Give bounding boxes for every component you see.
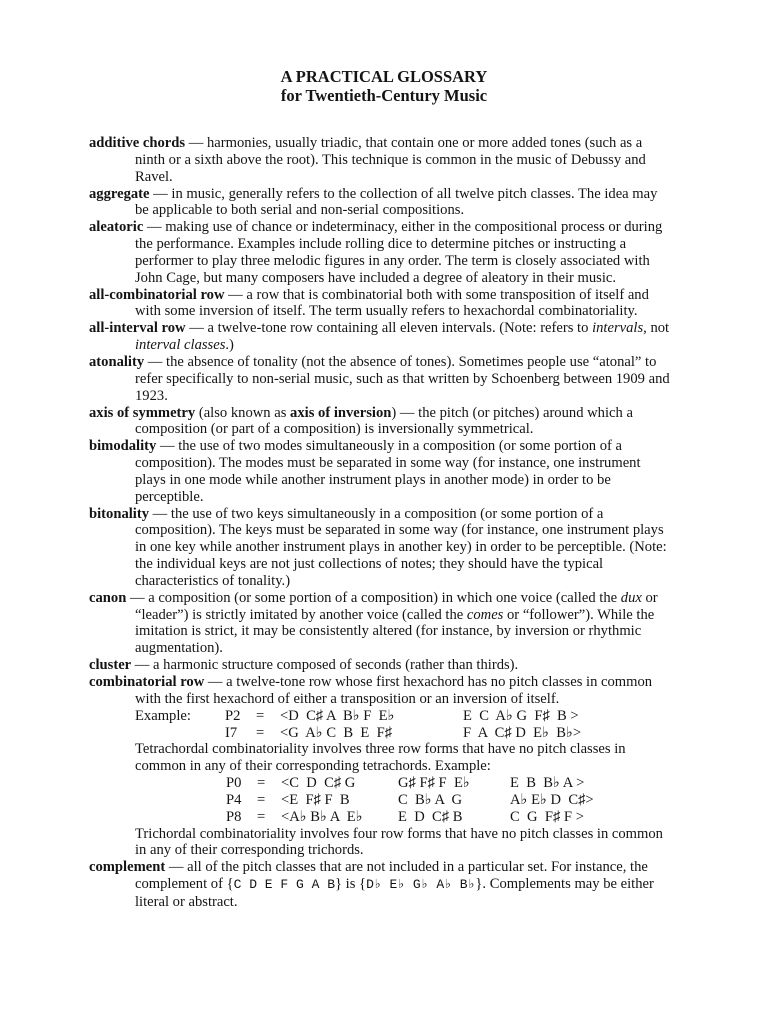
tetrachord: <A♭ B♭ A E♭ [281, 808, 363, 825]
equals-sign: = [257, 775, 266, 792]
glossary-entry [89, 674, 674, 859]
equals-sign: = [256, 707, 265, 724]
glossary-definition: — a twelve-tone row containing all eleven intervals. (Note: refers to [185, 320, 593, 337]
tetrachord: E D C♯ B [398, 808, 463, 825]
row-example-table [135, 708, 581, 742]
glossary-term: aggregate [89, 185, 150, 202]
row-label: P2 [225, 707, 241, 724]
hexachord: <D C♯ A B♭ F E♭ [280, 707, 395, 724]
glossary-definition: } is { [335, 876, 367, 893]
glossary-definition: or “follower”). While the imitation is strict, it may be consistently altered (for instance, by inversion or rhythmic augmentation). [135, 606, 655, 657]
glossary-entry [89, 135, 674, 186]
glossary-definition: — harmonies, usually triadic, that contain one or more added tones (such as a ninth or a sixth above the root). This technique is common in the music of Debussy and Ravel. [135, 135, 646, 185]
glossary-entries [89, 135, 674, 911]
glossary-term: combinatorial row [89, 674, 205, 690]
glossary-definition: — in music, generally refers to the collection of all twelve pitch classes. The idea may be applicable to both serial and non-serial compositions. [135, 185, 658, 219]
glossary-definition: — the use of two keys simultaneously in a composition (or some portion of a composition). The keys must be separated in some way (for instance, one instrument plays in one key while another instrument plays in another key) in order to be perceptible. (Note: the individual keys are not just collections of notes; they should have the typical characteristics of tonality.) [135, 505, 667, 589]
row-label: P4 [226, 791, 242, 808]
row-form [226, 809, 594, 826]
document-subtitle: for Twentieth-Century Music [280, 86, 488, 105]
tetrachord: G♯ F♯ F E♭ [398, 775, 470, 792]
glossary-entry [89, 405, 674, 439]
glossary-definition: — a composition (or some portion of a composition) in which one voice (called the [126, 589, 621, 606]
glossary-entry [89, 657, 674, 674]
tetrachord-example-table [226, 775, 594, 826]
glossary-definition: , not [643, 320, 670, 337]
glossary-term-alias: axis of inversion [290, 404, 392, 421]
glossary-term: axis of symmetry [89, 404, 196, 421]
tetrachord: C G F♯ F > [510, 808, 584, 825]
glossary-entry [89, 590, 674, 657]
italic-text: intervals [592, 320, 644, 337]
document-title: A PRACTICAL GLOSSARY [280, 67, 488, 86]
row-label: P8 [226, 808, 242, 825]
glossary-term: all-combinatorial row [89, 286, 225, 303]
row-form [135, 725, 581, 742]
row-label: P0 [226, 775, 242, 792]
glossary-term: additive chords [89, 135, 186, 151]
tetrachord: <C D C♯ G [281, 775, 356, 792]
italic-text: comes [466, 606, 504, 623]
tetrachord: A♭ E♭ D C♯> [510, 791, 594, 808]
glossary-definition: ) — the pitch (or pitches) around which a composition (or part of a composition) is inversionally symmetrical. [135, 404, 633, 438]
glossary-definition: (also known as [195, 404, 291, 421]
tetrachord: E B B♭ A > [510, 775, 585, 792]
tetrachord: <E F♯ F B [281, 791, 350, 808]
hexachord: E C A♭ G F♯ B > [463, 707, 579, 724]
glossary-entry [89, 287, 674, 321]
glossary-entry [89, 438, 674, 505]
trichordal-text: Trichordal combinatoriality involves four row forms that have no pitch classes in common in any of their corresponding trichords. [135, 825, 663, 859]
glossary-definition: — all of the pitch classes that are not included in a particular set. For instance, the complement of { [135, 859, 648, 893]
glossary-definition: — making use of chance or indeterminacy, either in the compositional process or during the performance. Examples include rolling dice to determine pitches or instructing a performer to play three melodic figures in any order. The term is closely associated with John Cage, but many composers have included a degree of aleatory in their music. [135, 219, 663, 286]
glossary-definition: — the use of two modes simultaneously in a composition (or some portion of a composition). The modes must be separated in some way (for instance, one instrument plays in one mode while another instrument plays in another mode) in order to be perceptible. [135, 438, 641, 505]
italic-text: interval classes [135, 337, 226, 354]
glossary-entry [89, 859, 674, 911]
glossary-term: bimodality [89, 438, 157, 455]
glossary-entry [89, 354, 674, 405]
glossary-entry [89, 186, 674, 220]
glossary-definition: — the absence of tonality (not the absence of tones). Sometimes people use “atonal” to refer specifically to non-serial music, such as that written by Schoenberg between 1909 and 1923. [135, 353, 670, 404]
row-form [135, 708, 581, 725]
glossary-definition: .) [225, 337, 234, 354]
row-form [226, 775, 594, 792]
glossary-entry [89, 320, 674, 354]
glossary-definition: or “leader”) is strictly imitated by another voice (called the [135, 589, 658, 623]
pitch-set: D♭ E♭ G♭ A♭ B♭ [366, 877, 476, 893]
hexachord: <G A♭ C B E F♯ [280, 724, 393, 741]
example-label: Example: [135, 707, 191, 724]
tetrachordal-text: Tetrachordal combinatoriality involves three row forms that have no pitch classes in common in any of their corresponding tetrachords. Example: [135, 741, 626, 775]
glossary-term: canon [89, 589, 127, 606]
glossary-term: atonality [89, 353, 145, 370]
glossary-definition: — a twelve-tone row whose first hexachord has no pitch classes in common with the first hexachord of either a transposition or an inversion of itself. [135, 674, 653, 707]
italic-text: dux [620, 589, 642, 606]
glossary-entry [89, 506, 674, 590]
glossary-term: cluster [89, 657, 132, 674]
equals-sign: = [257, 808, 266, 825]
glossary-definition: — a row that is combinatorial both with some transposition of itself and with some inversion of itself. The term usually refers to hexachordal combinatoriality. [135, 286, 649, 320]
glossary-definition: }. Complements may be either literal or abstract. [135, 876, 654, 910]
row-form [226, 792, 594, 809]
glossary-entry [89, 219, 674, 286]
glossary-term: aleatoric [89, 219, 144, 236]
glossary-term: all-interval row [89, 320, 186, 337]
pitch-set: C D E F G A B [233, 877, 336, 893]
glossary-term: bitonality [89, 505, 150, 522]
equals-sign: = [257, 791, 266, 808]
glossary-definition: — a harmonic structure composed of seconds (rather than thirds). [131, 657, 519, 674]
hexachord: F A C♯ D E♭ B♭> [463, 724, 582, 741]
row-label: I7 [225, 724, 238, 741]
tetrachord: C B♭ A G [398, 791, 463, 808]
glossary-term: complement [89, 859, 166, 876]
equals-sign: = [256, 724, 265, 741]
